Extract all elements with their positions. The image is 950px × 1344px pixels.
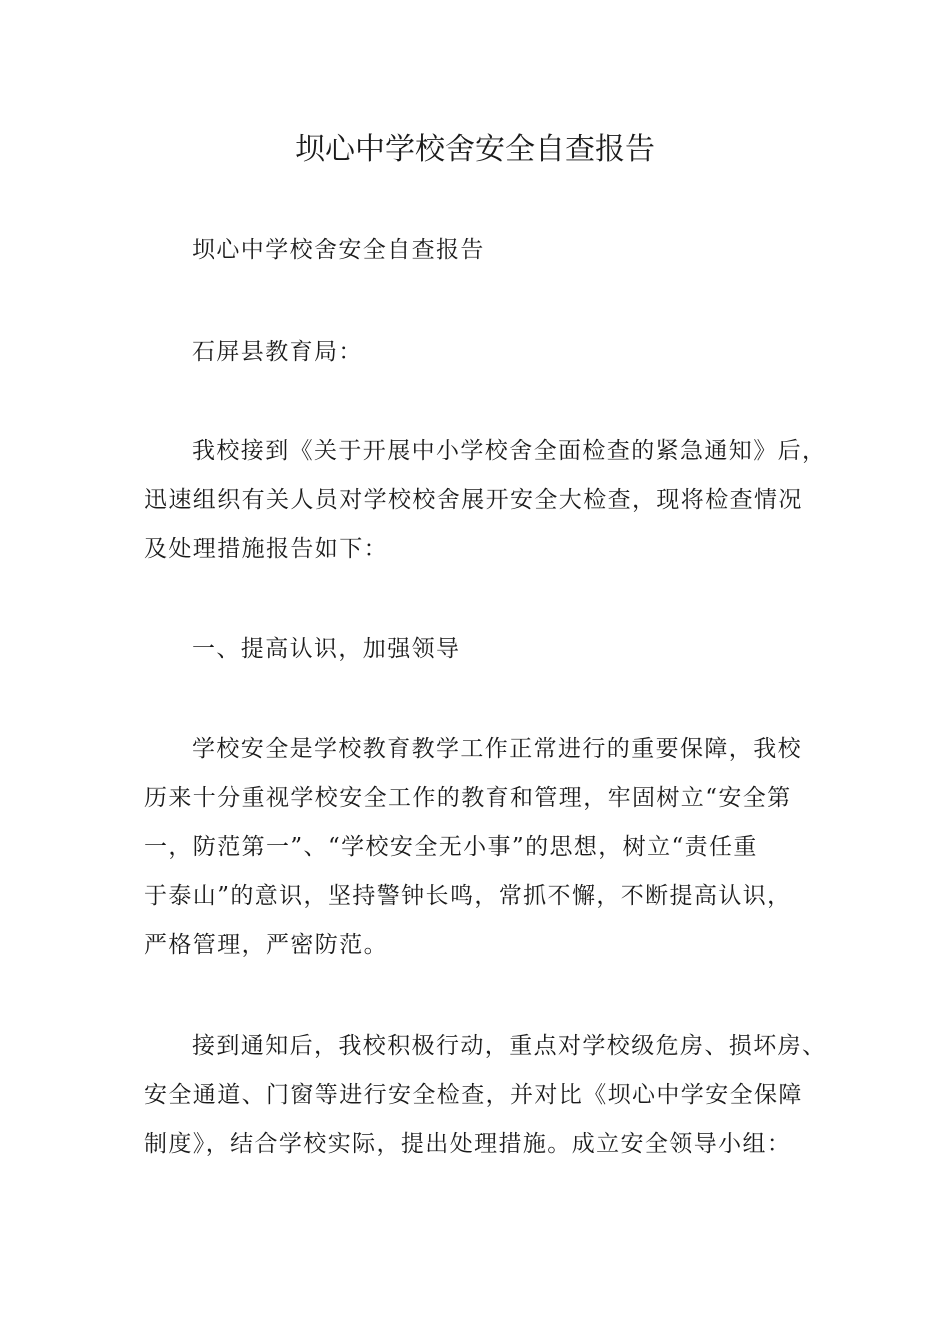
para1-line-4: 于泰山”的意识，坚持警钟长鸣，常抓不懈，不断提高认识， xyxy=(144,883,792,909)
section-1-paragraph-2 xyxy=(144,1022,834,1169)
para2-line-2: 安全通道、门窗等进行安全检查，并对比《坝心中学安全保障 xyxy=(144,1082,803,1108)
document-subtitle xyxy=(144,226,834,275)
intro-line-3: 及处理措施报告如下： xyxy=(144,536,388,562)
subtitle-line: 坝心中学校舍安全自查报告 xyxy=(192,237,485,263)
addressee-line: 石屏县教育局： xyxy=(192,339,363,365)
intro-line-1: 我校接到《关于开展中小学校舍全面检查的紧急通知》后， xyxy=(192,438,827,464)
para1-line-5: 严格管理，严密防范。 xyxy=(144,932,388,958)
intro-line-2: 迅速组织有关人员对学校校舍展开安全大检查，现将检查情况 xyxy=(144,487,803,513)
addressee xyxy=(144,328,834,377)
intro-paragraph xyxy=(144,427,834,574)
para2-line-1: 接到通知后，我校积极行动，重点对学校级危房、损坏房、 xyxy=(192,1033,827,1059)
section-1-heading xyxy=(144,625,834,674)
section-1-paragraph-1 xyxy=(144,725,834,970)
para1-line-2: 历来十分重视学校安全工作的教育和管理，牢固树立“安全第 xyxy=(144,785,792,811)
para2-line-3: 制度》，结合学校实际，提出处理措施。成立安全领导小组： xyxy=(144,1131,792,1157)
document-title: 坝心中学校舍安全自查报告 xyxy=(295,132,655,167)
section-1-heading-line: 一、提高认识，加强领导 xyxy=(192,636,461,662)
para1-line-1: 学校安全是学校教育教学工作正常进行的重要保障，我校 xyxy=(192,736,802,762)
para1-line-3: 一，防范第一”、“学校安全无小事”的思想，树立“责任重 xyxy=(144,834,758,860)
